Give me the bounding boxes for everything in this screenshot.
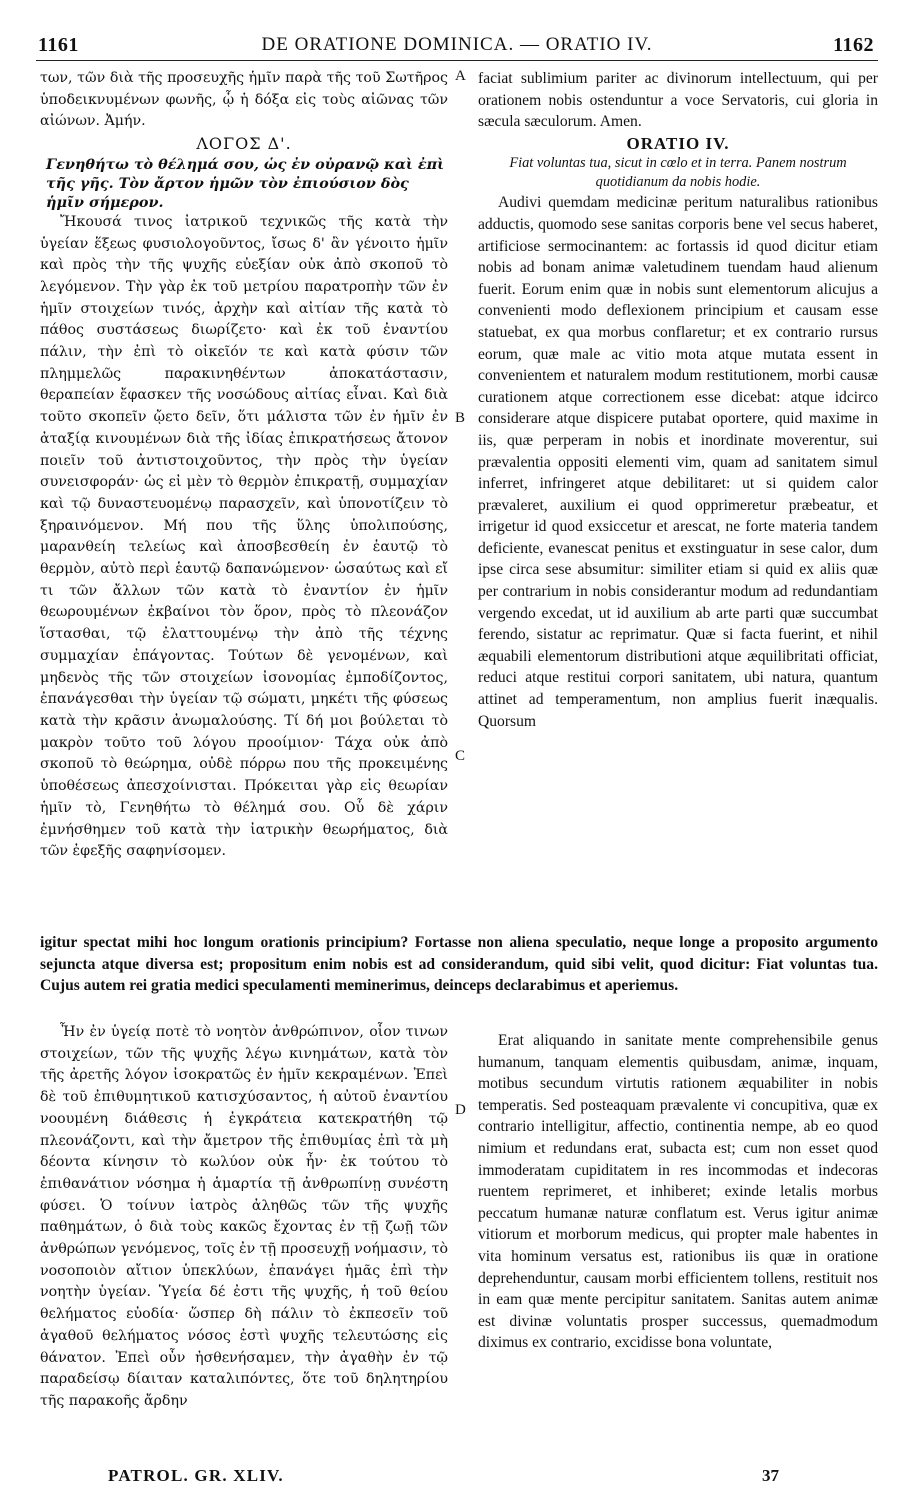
latin-subtitle: Fiat voluntas tua, sicut in cœlo et in terra. Panem nostrum quotidianum da nobis hodie. (509, 155, 847, 191)
margin-letter-b: B (455, 410, 466, 426)
greek-paragraph-2: Ἦν ἐν ὑγείᾳ ποτὲ τὸ νοητὸν ἀνθρώπινον, οἷον τινων στοιχείων, τῶν τῆς ψυχῆς λέγω κινημάτων, κατὰ τὸν τῆς ἀρετῆς λόγον ἰσοκρατῶς ἐν ἡμῖν κεκραμένων. Ἐπεὶ δὲ τοῦ ἐπιθυμητικοῦ κατισχύσαντος, ἡ αὐτοῦ ἐναντίου νοουμένη διάθεσις ἡ ἐγκράτεια κατεκρατήθη τῷ πλεονάζοντι, καὶ τὴν ἄμετρον τῆς ἐπιθυμίας ἐπὶ τὰ μὴ δέοντα κίνησιν τὸ κωλύον οὐκ ἦν· ἐκ τούτου τὸ ἐπιθανάτιον νόσημα ἡ ἁμαρτία τῇ ἀνθρωπίνῃ συνέστη φύσει. Ὁ τοίνυν ἰατρὸς ἀληθῶς τῶν τῆς ψυχῆς παθημάτων, ὁ διὰ τοὺς κακῶς ἔχοντας ἐν τῇ ζωῇ τῶν ἀνθρώπων γενόμενος, τοῖς ἐν τῇ προσευχῇ νοήμασιν, τὸ νοσοποιὸν αἴτιον ὑπεκλύων, ἐπανάγει ἡμᾶς ἐπὶ τὴν νοητὴν ὑγείαν. Ὑγεία δέ ἐστι τῆς ψυχῆς, ἡ τοῦ θείου θελήματος εὐοδία· ὥσπερ δὴ πάλιν τὸ ἐκπεσεῖν τοῦ ἀγαθοῦ θελήματος νόσος ἐστὶ ψυχῆς τελευτώσης εἰς θάνατον. Ἐπεὶ οὖν ἠσθενήσαμεν, τὴν ἀγαθὴν ἐν τῷ παραδείσῳ δίαιταν καταλιπόντες, ὅτε τοῦ δηλητηρίου τῆς παρακοῆς ἄρδην (40, 1024, 448, 1409)
latin-paragraph-2: Erat aliquando in sanitate mente comprehensibile genus humanum, tanquam elementis quibusdam, animæ, inquam, motibus secundum virtutis rationem æquabiliter in nobis temperatis. Sed posteaquam prævalente vi concupitiva, quæ ex contrario intelligitur, affectio, continentia nempe, ab eo quod nimium et redundans erat, subacta est; cum non esset quod immoderatam cupiditatem in res incommodas et indecoras ruentem reprimeret, et inhiberet; exinde letalis morbus peccatum humanæ naturæ conflatum est. Verus igitur animæ vitiorum et morborum medicus, qui propter male habentes in vita hominum versatus est, rationibus iis quæ in oratione deprehenduntur, causam morbi efficientem tollens, restituit nos in eam quæ mente percipitur sanitatem. Sanitas autem animæ est divinæ voluntatis prosper successus, quemadmodum diximus ex contrario, excidisse bona voluntate, (478, 1032, 878, 1352)
greek-paragraph-1: Ἤκουσά τινος ἰατρικοῦ τεχνικῶς τῆς κατὰ τὴν ὑγείαν ἕξεως φυσιολογοῦντος, ἴσως δ' ἂν γένοιτο ἡμῖν καὶ πρὸς τὴν τῆς ψυχῆς εὐεξίαν οὐκ ἀπὸ σκοποῦ τὸ λεγόμενον. Τὴν γὰρ ἐκ τοῦ μετρίου παρατροπὴν τῶν ἐν ἡμῖν στοιχείων τινός, ἀρχὴν καὶ αἰτίαν τῆς κατὰ τὸ πάθος συστάσεως διωρίζετο· καὶ ἐκ τοῦ ἐναντίου πάλιν, τὴν ἐπὶ τὸ οἰκεῖόν τε καὶ κατὰ φύσιν τῶν πλημμελῶς παρακινηθέντων ἀποκατάστασιν, θεραπείαν ἔφασκεν τῆς νοσώδους αἰτίας εἶναι. Καὶ διὰ τοῦτο σκοπεῖν ᾤετο δεῖν, ὅτι μάλιστα τῶν ἐν ἡμῖν ἐν ἀταξίᾳ κινουμένων διὰ τῆς ἰδίας ἐπικρατήσεως ἄτονον ποιεῖν τοῦ ἀντιστοιχοῦντος, τὴν πρὸς τὴν ὑγείαν συνεισφοράν· ὡς εἰ μὲν τὸ θερμὸν ἐπικρατῇ, συμμαχίαν καὶ τῷ δυναστευομένῳ παρασχεῖν, καὶ ὑπονοτίζειν τὸ ξηραινόμενον. Μή που τῆς ὕλης ὑπολιπούσης, μαρανθείη τελείως καὶ ἀποσβεσθείη ἐν ἑαυτῷ τὸ θερμὸν, αὐτὸ περὶ ἑαυτῷ δαπανώμενον· ὡσαύτως καὶ εἴ τι τῶν ἄλλων τῶν κατὰ τὸ ἐναντίον ἐν ἡμῖν θεωρουμένων ἐκβαίνοι τὸν ὅρον, πρὸς τὸ πλεονάζον ἵστασθαι, τῷ ἐλαττουμένῳ τὴν ἀπὸ τῆς τέχνης συμμαχίαν ἐπάγοντας. Τούτων δὲ γενομένων, καὶ μηδενὸς τῆς τῶν στοιχείων ἰσονομίας ἐμποδίζοντος, ἐπανάγεσθαι τὴν ὑγείαν τῷ σώματι, μηκέτι τῆς φύσεως κατὰ τὴν κρᾶσιν ἀνωμαλούσης. Τί δή μοι βούλεται τὸ μακρὸν τοῦτο τοῦ λόγου προοίμιον· Τάχα οὐκ ἀπὸ σκοποῦ τὸ θεώρημα, οὐδὲ πόρρω που τῆς προκειμένης ὑποθέσεως ἀπεσχοίνισται. Πρόκειται γὰρ εἰς θεωρίαν ἡμῖν τὸ, Γενηθήτω τὸ θέλημά σου. Οὗ δὲ χάριν ἐμνήσθημεν τοῦ κατὰ τὴν ἰατρικὴν θεωρήματος, διὰ τῶν ἐφεξῆς σαφηνίσομεν. (40, 213, 448, 860)
greek-column-bottom (40, 1022, 448, 1413)
full-width-passage: igitur spectat mihi hoc longum orationis principium? Fortasse non aliena speculatio, neque longe a proposito argumento sejuncta atque diversa est; propositum enim nobis est ad considerandum, quid sibi velit, quod dicitur: Fiat voluntas tua. Cujus autem rei gratia medici speculamenti meminerimus, deinceps declarabimus et aperiemus. (40, 934, 878, 995)
page-number-left: 1161 (38, 34, 79, 56)
margin-letter-c: C (455, 748, 466, 764)
latin-intro: faciat sublimium pariter ac divinorum intellectuum, qui per orationem nobis ostenduntur a voce Servatoris, cui gloria in sæcula sæculorum. Amen. (478, 70, 878, 131)
margin-letter-a: A (455, 68, 466, 84)
latin-heading: ORATIO IV. (626, 133, 730, 153)
page-number-right: 1162 (833, 34, 874, 56)
footer-series: PATROL. GR. XLIV. (108, 1466, 284, 1485)
latin-column-bottom (478, 1030, 878, 1354)
greek-subtitle: Γενηθήτω τὸ θέλημά σου, ὡς ἐν οὐρανῷ καὶ ἐπὶ τῆς γῆς. Τὸν ἄρτον ἡμῶν τὸν ἐπιούσιον δὸς ἡμῖν σήμερον. (46, 155, 445, 211)
header-rule (36, 60, 878, 61)
footer-signature: 37 (762, 1466, 779, 1485)
latin-paragraph-1: Audivi quemdam medicinæ peritum naturalibus rationibus adductis, quomodo sese sanitas corporis bene vel secus haberet, artificiose sermocinantem: ac fortassis id quod dicitur etiam nobis ad bonam animæ valetudinem tuendam haud alienum fuerit. Eorum enim quæ in nobis sunt elementorum alicujus a convenienti modo deflexionem principium et causam esse statuebat, ex qua morbus conflaretur; et ex contrario rursus eorum, quæ male ac vitio mota atque mutata essent in convenientem et naturalem modum restitutionem, morbi causæ curationem atque correctionem esse dicebat: atque idcirco considerare atque dispicere putabat oportere, quid maxime in iis, quæ perperam in nobis et inordinate moverentur, sui prævalentia oppositi elementi vim, quam ad sanitatem simul inferret, infringeret atque debilitaret: ut si quidem calor prævaleret, auxilium ei quod opprimeretur præbeatur, et irrigetur id quod exsiccetur et arescat, ne forte materia tandem deficiente, evanescat penitus et exstinguatur in sese calor, dum ipse circa sese absumitur: similiter etiam si quid ex aliis quæ per contrarium in nobis considerantur modum ad redundantiam vergendo excedat, ut id auxilium ab arte parti quæ succumbat ferendo, sistatur ac reprimatur. Quæ si facta fuerint, et nihil æquabili elementorum distributioni atque æquilibritati officiat, reduci atque restitui corpori sanitatem, ubi natura, quantum attinet ad temperamentum, non amplius fuerit inæqualis. Quorsum (478, 194, 878, 730)
running-title: DE ORATIONE DOMINICA. — ORATIO IV. (261, 34, 653, 55)
margin-letter-d: D (455, 1102, 466, 1118)
greek-heading: ΛΟΓΟΣ Δ'. (196, 134, 292, 154)
greek-intro: των, τῶν διὰ τῆς προσευχῆς ἡμῖν παρὰ τῆς τοῦ Σωτῆρος ὑποδεικνυμένων φωνῆς, ᾧ ἡ δόξα εἰς τοὺς αἰῶνας τῶν αἰώνων. Ἀμήν. (40, 70, 448, 130)
greek-column-top (40, 68, 448, 863)
latin-column-top (478, 68, 878, 732)
